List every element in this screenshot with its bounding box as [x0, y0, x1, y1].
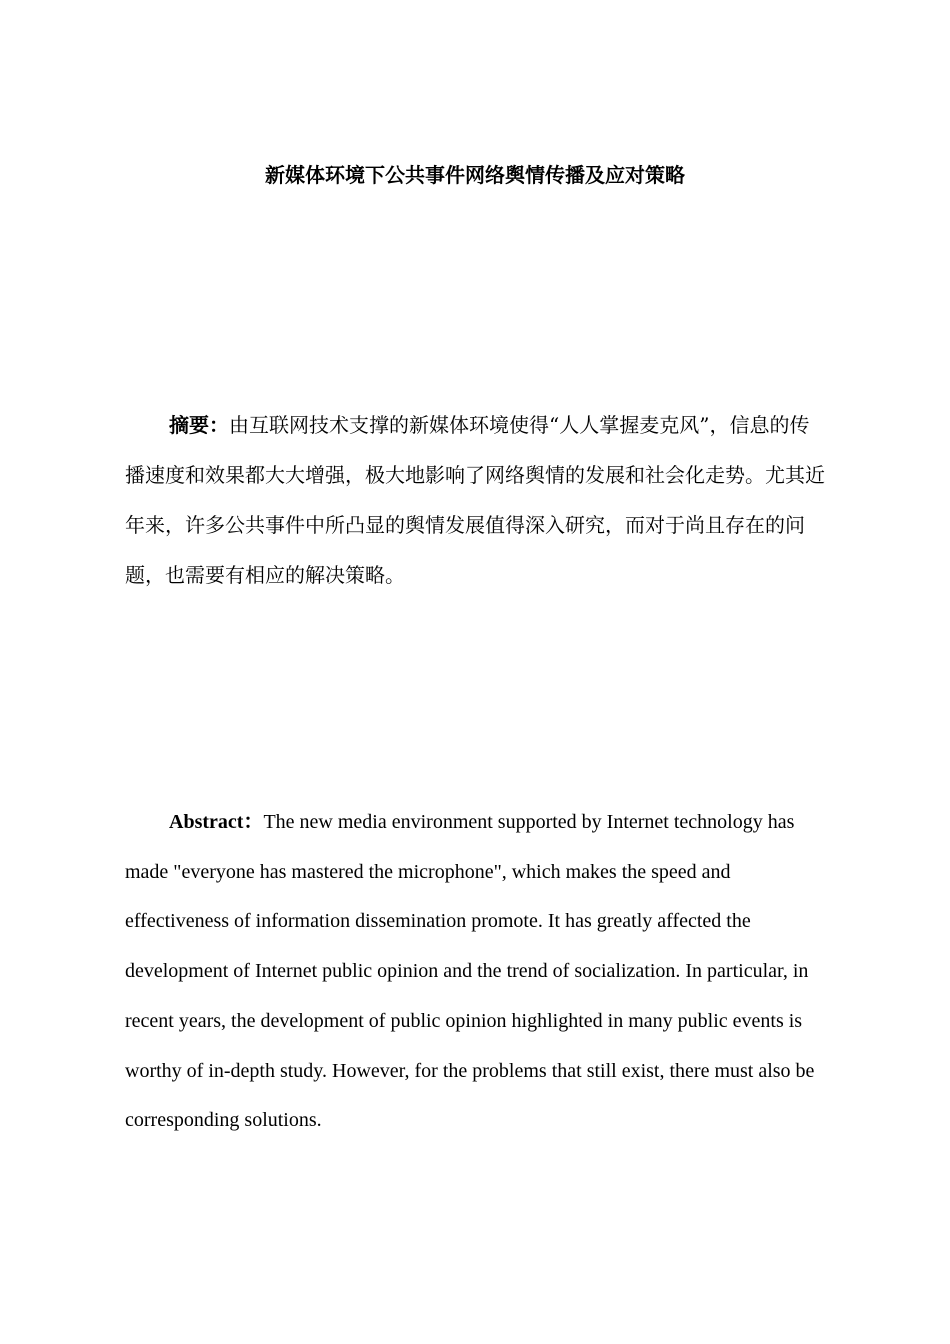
- document-title: 新媒体环境下公共事件网络舆情传播及应对策略: [265, 163, 685, 187]
- chinese-abstract-text: 由互联网技术支撑的新媒体环境使得“人人掌握麦克风”，信息的传播速度和效果都大大增强，极大地影响了网络舆情的发展和社会化走势。尤其近年来，许多公共事件中所凸显的舆情发展值得深入研究，而对于尚且存在的问题，也需要有相应的解决策略。: [125, 413, 825, 587]
- chinese-abstract: [125, 400, 825, 600]
- chinese-abstract-label: 摘要：: [169, 413, 229, 437]
- english-abstract-text: The new media environment supported by Internet technology has made "everyone has mastered the microphone", which makes the speed and effectiveness of information dissemination promote. It has greatly affected the development of Internet public opinion and the trend of socialization. In particular, in recent years, the development of public opinion highlighted in many public events is worthy of in-depth study. However, for the problems that still exist, there must also be corresponding solutions.: [125, 811, 815, 1132]
- english-abstract: [125, 798, 825, 1146]
- english-abstract-label: Abstract：: [169, 811, 264, 833]
